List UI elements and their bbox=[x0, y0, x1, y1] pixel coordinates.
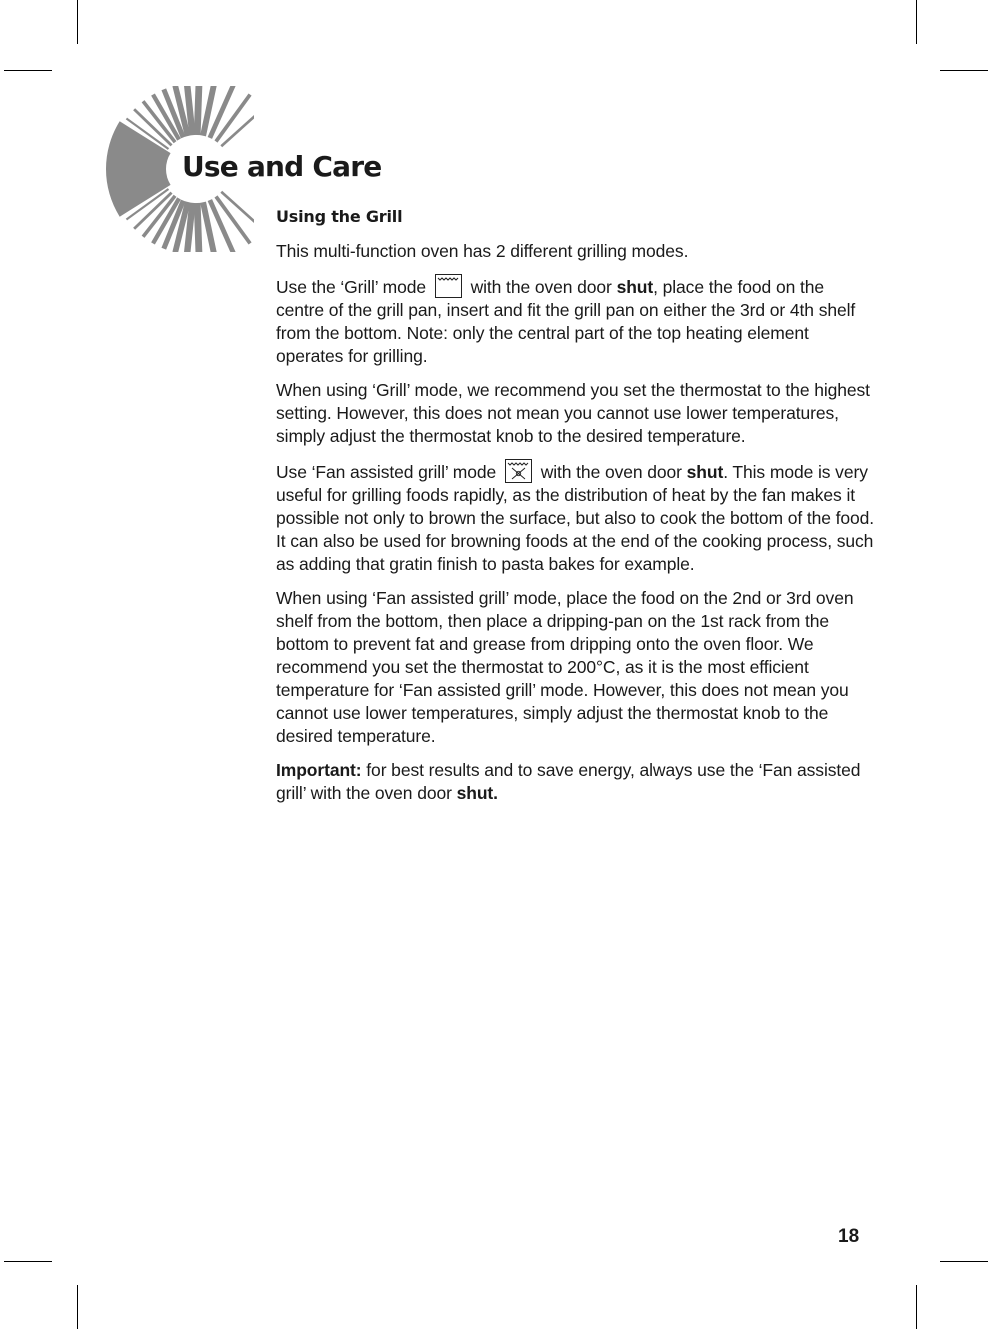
paragraph: This multi-function oven has 2 different grilling modes. bbox=[276, 241, 689, 261]
grill-mode-icon bbox=[435, 274, 462, 298]
emphasis-text: shut bbox=[616, 277, 654, 297]
paragraph-text: with the oven door bbox=[540, 462, 682, 482]
paragraph bbox=[276, 759, 876, 805]
paragraph-text: , place the food on the centre of the grill pan, insert and fit the grill pan on either the 3rd or 4th shelf from the bottom. Note: only the central part of the top heating element operates for grilling. bbox=[276, 277, 856, 366]
paragraph-text: . This mode is very useful for grilling foods rapidly, as the distribution of heat by the fan makes it possible not only to brown the surface, but also to cook the bottom of the food. It can also be used for browning foods at the end of the cooking process, such as adding that gratin finish to pasta bakes for example. bbox=[276, 462, 875, 574]
paragraph-text: with the oven door bbox=[470, 277, 612, 297]
fan-assisted-grill-icon bbox=[505, 459, 532, 483]
section-title: Use and Care bbox=[182, 150, 382, 183]
paragraph-text: for best results and to save energy, always use the ‘Fan assisted grill’ with the oven door bbox=[276, 760, 861, 803]
emphasis-text: shut bbox=[686, 462, 724, 482]
crop-mark bbox=[4, 70, 52, 71]
important-label: Important: bbox=[276, 760, 362, 780]
crop-mark bbox=[77, 1285, 78, 1329]
body-text bbox=[276, 240, 876, 816]
emblem-ray bbox=[197, 203, 199, 252]
emphasis-text: shut. bbox=[456, 783, 498, 803]
paragraph: When using ‘Grill’ mode, we recommend you set the thermostat to the highest setting. However, this does not mean you cannot use lower temperatures, simply adjust the thermostat knob to the desired temperature. bbox=[276, 380, 870, 446]
paragraph-text: Use the ‘Grill’ mode bbox=[276, 277, 427, 297]
crop-mark bbox=[916, 0, 917, 44]
paragraph: When using ‘Fan assisted grill’ mode, place the food on the 2nd or 3rd oven shelf from the bottom, then place a dripping-pan on the 1st rack from the bottom to prevent fat and grease from dripping onto the oven floor. We recommend you set the thermostat to 200°C, as it is the most efficient temperature for ‘Fan assisted grill’ mode. However, this does not mean you cannot use lower temperatures, simply adjust the thermostat knob to the desired temperature. bbox=[276, 588, 854, 746]
page-number: 18 bbox=[838, 1226, 860, 1247]
emblem-ray bbox=[197, 86, 199, 135]
crop-mark bbox=[77, 0, 78, 44]
crop-mark bbox=[4, 1261, 52, 1262]
crop-mark bbox=[940, 1261, 988, 1262]
crop-mark bbox=[916, 1285, 917, 1329]
crop-mark bbox=[940, 70, 988, 71]
paragraph-text: Use ‘Fan assisted grill’ mode bbox=[276, 462, 497, 482]
subsection-title: Using the Grill bbox=[276, 207, 403, 226]
paragraph bbox=[276, 274, 876, 368]
paragraph bbox=[276, 459, 876, 576]
